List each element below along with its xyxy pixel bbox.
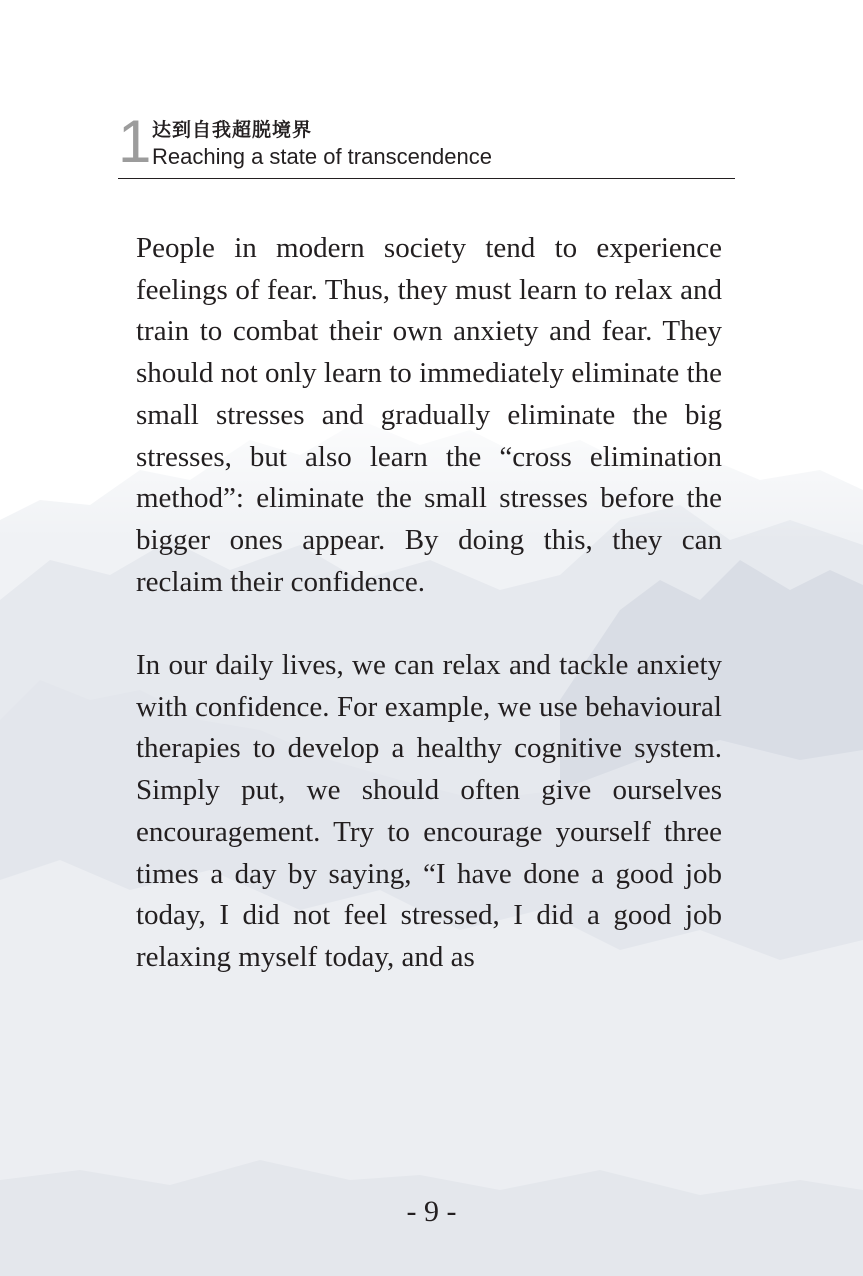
paragraph-2: In our daily lives, we can relax and tackle anxiety with confidence. For example, we use behavioural therapies to develop a healthy cognitive system. Simply put, we should often give ourselves encouragement. Try to encourage yourself three times a day by saying, “I have done a good job today, I did not feel stressed, I did a good job relaxing myself today, and as <box>136 649 722 973</box>
body-text <box>136 228 722 979</box>
chapter-title-english: Reaching a state of transcendence <box>152 144 493 169</box>
paragraph-1: People in modern society tend to experience feelings of fear. Thus, they must learn to relax and train to combat their own anxiety and fear. They should not only learn to immediately eliminate the small stresses and gradually eliminate the big stresses, but also learn the “cross elimination method”: eliminate the small stresses before the bigger ones appear. By doing this, they can reclaim their confidence. <box>136 232 722 598</box>
page-number: - 9 - <box>406 1195 457 1228</box>
chapter-title-chinese: 达到自我超脱境界 <box>152 119 313 141</box>
chapter-number: 1 <box>118 108 152 175</box>
chapter-header <box>118 108 735 179</box>
